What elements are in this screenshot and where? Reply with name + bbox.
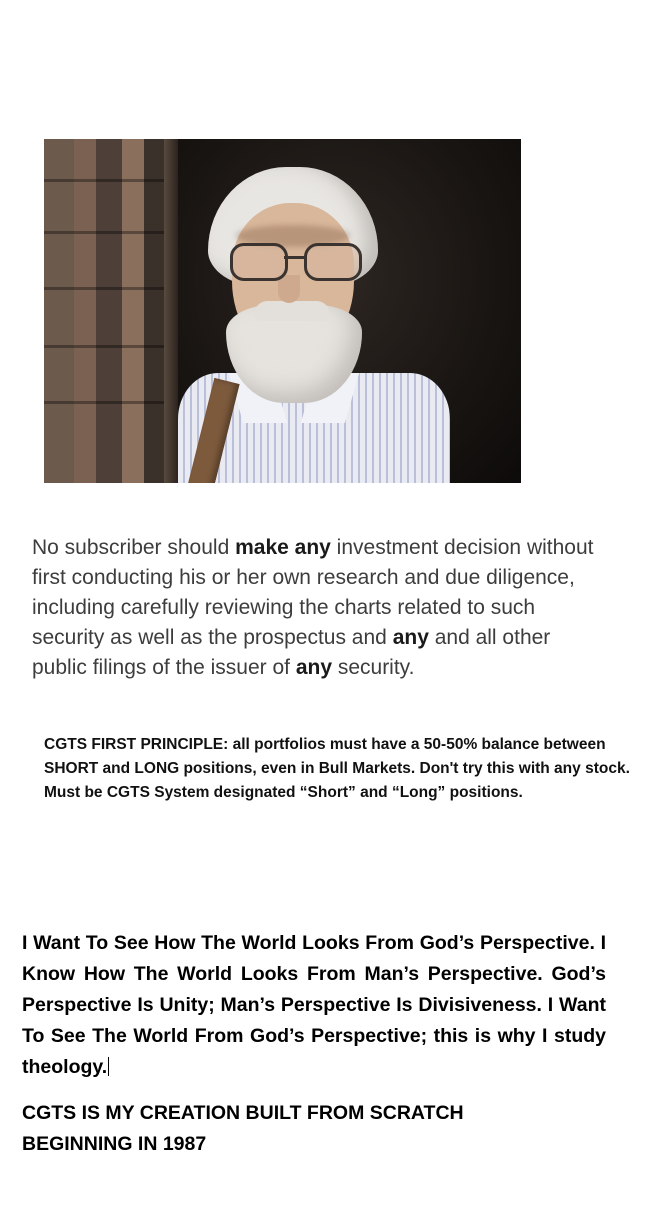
disclaimer-bold-1: make any <box>235 536 331 559</box>
disclaimer-text-4: security. <box>332 656 415 679</box>
manifesto-paragraph <box>22 928 606 1083</box>
text-caret <box>108 1057 109 1076</box>
photo-background <box>44 139 521 483</box>
glasses-lens-right <box>304 243 362 281</box>
cgts-first-principle: CGTS FIRST PRINCIPLE: all portfolios must have a 50-50% balance between SHORT and LONG positions, even in Bull Markets. Don't try this with any stock. Must be CGTS System designated “Short” and “Long” positions. <box>44 735 630 801</box>
disclaimer-text-2: investment decision without first conducting his or her own research and due diligence, including carefully reviewing the charts related to such security as well as the prospectus and <box>32 536 594 649</box>
nose <box>278 275 300 303</box>
disclaimer-bold-2: any <box>392 626 429 649</box>
cgts-creation-statement <box>22 1098 606 1160</box>
glasses-icon <box>228 243 360 277</box>
creation-line-2: BEGINNING IN 1987 <box>22 1132 207 1155</box>
creation-line-1: CGTS IS MY CREATION BUILT FROM SCRATCH <box>22 1101 464 1124</box>
disclaimer-bold-3: any <box>295 656 332 679</box>
brick-line <box>44 401 174 404</box>
glasses-bridge <box>284 256 306 259</box>
glasses-lens-left <box>230 243 288 281</box>
brick-line <box>44 179 174 182</box>
brick-line <box>44 231 174 234</box>
disclaimer-text-1: No subscriber should <box>32 536 236 559</box>
portrait-photo <box>44 139 521 483</box>
disclaimer-paragraph <box>32 533 602 683</box>
photo-subject <box>162 167 462 483</box>
disclaimer-text-3: and all other public filings of the issuer of <box>32 626 551 679</box>
brick-line <box>44 345 174 348</box>
moustache <box>254 301 330 321</box>
manifesto-text: I Want To See How The World Looks From God’s Perspective. I Know How The World Looks From Man’s Perspective. God’s Perspective Is Unity; Man’s Perspective Is Divisiveness. I Want To See The World From God’s Perspective; this is why I study theology. <box>22 931 606 1078</box>
brick-line <box>44 287 174 290</box>
